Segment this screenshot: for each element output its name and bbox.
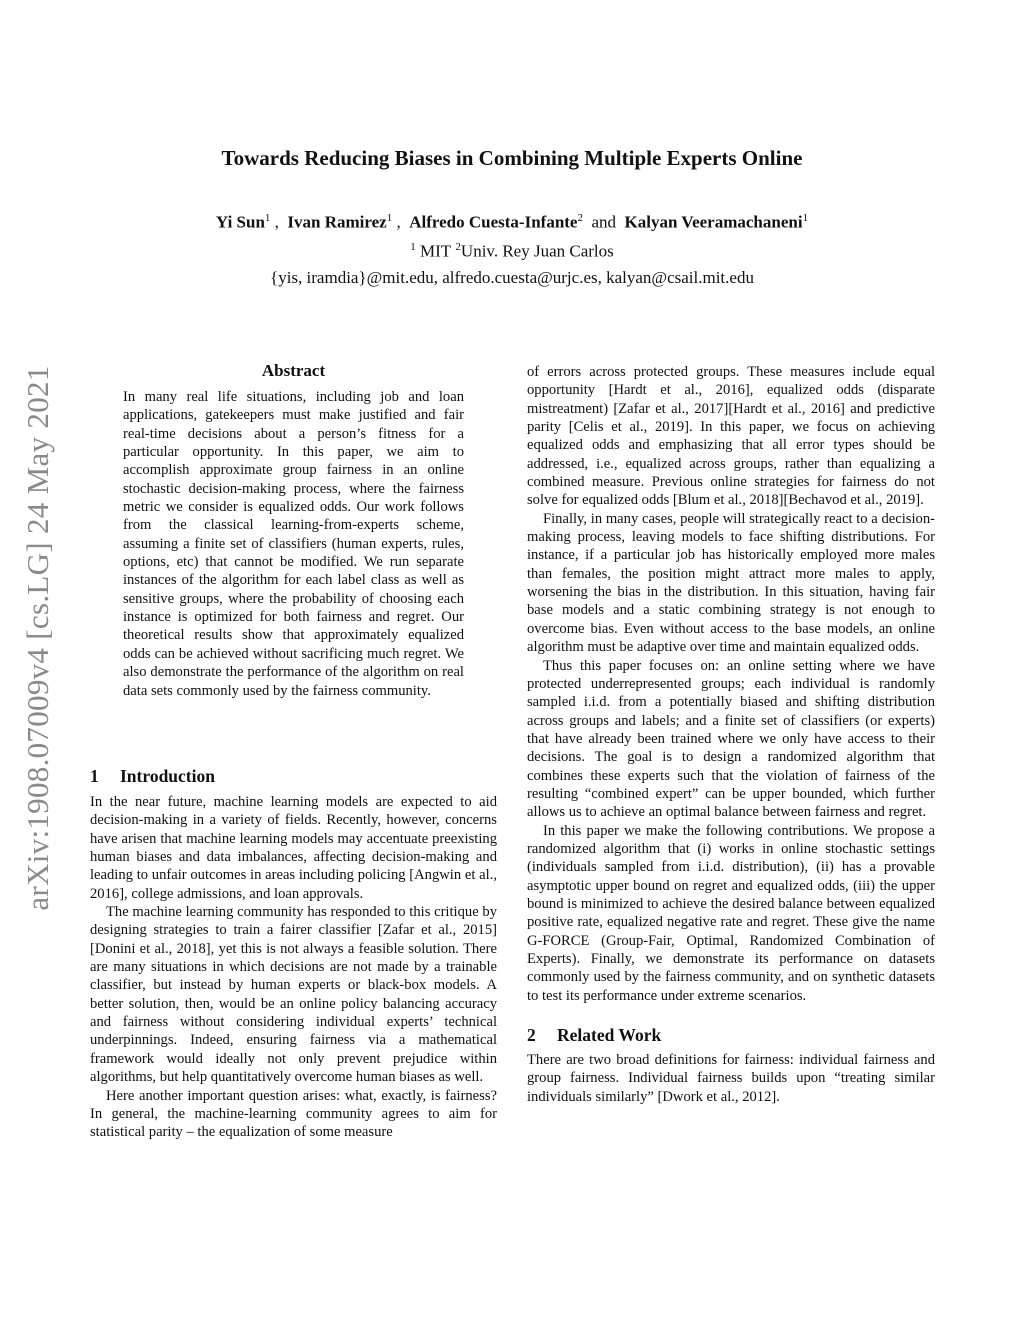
- paragraph: The machine learning community has responded to this critique by designing strategies to train a fairer classifier [Zafar et al., 2015][Donini et al., 2018], yet this is not always a feasible solution. There are many situations in which decisions are not made by a trainable classifier, but instead by human experts or black-box models. A better solution, then, would be an online policy balancing accuracy and fairness without considering individual experts’ technical underpinnings. Indeed, ensuring fairness via a mathematical framework would ideally not only prevent prejudice within algorithms, but help quantitatively overcome human biases as well.: [90, 904, 497, 1086]
- section-title: Introduction: [120, 766, 215, 786]
- author-and: and: [591, 212, 617, 232]
- section-title: Related Work: [557, 1025, 662, 1046]
- paragraph: Thus this paper focuses on: an online setting where we have protected underrepresented groups; each individual is randomly sampled i.i.d. from a potentially biased and shifting distribution across groups and labels; and a finite set of classifiers (or experts) that have already been trained where we only have access to their decisions. The goal is to design a randomized algorithm that combines these experts such that the violation of fairness of the resulting “combined expert” can be upper bounded, which further allows us to achieve an optimal balance between fairness and regret.: [527, 657, 935, 821]
- author-affiliation-mark: 1: [264, 212, 271, 224]
- paper-title: Towards Reducing Biases in Combining Multiple Experts Online: [221, 146, 803, 170]
- right-column: [527, 363, 935, 1106]
- paragraph: In this paper we make the following contributions. We propose a randomized algorithm that (i) works in online stochastic settings (individuals sampled from i.i.d. distribution), (ii) has a provable asymptotic upper bound on regret and equalized odds, (iii) the upper bound is minimized to achieve the desired balance between equalized positive rate, equalized negative rate and regret. These give the name G-FORCE (Group-Fair, Optimal, Randomized Combination of Experts). Finally, we demonstrate its performance on datasets commonly used by the fairness community, and on synthetic datasets to test its performance under extreme scenarios.: [527, 822, 935, 1004]
- arxiv-stamp: arXiv:1908.07009v4 [cs.LG] 24 May 2021: [20, 365, 55, 911]
- paragraph: In the near future, machine learning models are expected to aid decision-making in a variety of fields. Recently, however, concerns have arisen that machine learning models may accentuate preexisting human biases and data imbalances, affecting decision-making and leading to unfair outcomes in areas including policing [Angwin et al., 2016], college admissions, and loan approvals.: [90, 794, 497, 902]
- abstract: [123, 361, 464, 700]
- paragraph: Here another important question arises: what, exactly, is fairness? In general, the machine-learning community agrees to aim for statistical parity – the equalization of some measure: [90, 1087, 497, 1141]
- abstract-text: In many real life situations, including job and loan applications, gatekeepers must make justified and fair real-time decisions about a person’s fitness for a particular opportunity. In this paper, we aim to accomplish approximate group fairness in an online stochastic decision-making process, where the fairness metric we consider is equalized odds. Our work follows from the classical learning-from-experts scheme, assuming a finite set of classifiers (human experts, rules, options, etc) that cannot be modified. We run separate instances of the algorithm for each label class as well as sensitive groups, where the probability of choosing each instance is optimized for both fairness and regret. Our theoretical results show that approximately equalized odds can be achieved without sacrificing much regret. We also demonstrate the performance of the algorithm on real data sets commonly used by the fairness community.: [123, 389, 464, 699]
- separator: ,: [396, 212, 401, 232]
- section-heading: [527, 1025, 935, 1046]
- paragraph: Finally, in many cases, people will strategically react to a decision-making process, leaving models to face shifting distributions. For instance, if a particular job has historically employed more males than females, the position might attract more males to apply, worsening the bias in the distribution. In this situation, having fair base models and a static combining strategy is not enough to overcome bias. Even without access to the base models, an online algorithm must be adaptive over time and maintain equalized odds.: [527, 510, 935, 656]
- separator: ,: [274, 212, 279, 232]
- affiliation: MIT: [420, 241, 452, 261]
- abstract-heading: Abstract: [261, 361, 326, 380]
- affiliations: [0, 241, 1024, 262]
- author-name: Alfredo Cuesta-Infante: [409, 212, 578, 232]
- author-name: Ivan Ramirez: [287, 212, 387, 232]
- author-affiliation-mark: 2: [577, 212, 583, 224]
- section-number: 2: [527, 1025, 536, 1046]
- paragraph: There are two broad definitions for fairness: individual fairness and group fairness. Individual fairness builds upon “treating similar individuals similarly” [Dwork et al., 2012].: [527, 1052, 935, 1105]
- section-heading: [90, 766, 497, 787]
- section-introduction: [90, 766, 497, 1142]
- section-number: 1: [90, 766, 99, 786]
- author-affiliation-mark: 1: [386, 212, 393, 224]
- affiliation-mark: 1: [410, 241, 416, 253]
- author-affiliation-mark: 1: [802, 212, 809, 224]
- author-name: Kalyan Veeramachaneni: [624, 212, 803, 232]
- author-emails: {yis, iramdia}@mit.edu, alfredo.cuesta@urjc.es, kalyan@csail.mit.edu: [270, 268, 754, 287]
- author-list: [0, 212, 1024, 233]
- affiliation-mark: 2: [455, 241, 461, 253]
- affiliation: Univ. Rey Juan Carlos: [460, 241, 614, 261]
- author-name: Yi Sun: [215, 212, 265, 232]
- paragraph: of errors across protected groups. These measures include equal opportunity [Hardt et al., 2016], equalized odds (disparate mistreatment) [Zafar et al., 2017][Hardt et al., 2016] and predictive parity [Celis et al., 2019]. In this paper, we focus on achieving equalized odds and emphasizing that all error types should be addressed, i.e., equalized across groups, rather than equalizing a combined measure. Previous online strategies for fairness do not solve for equalized odds [Blum et al., 2018][Bechavod et al., 2019].: [527, 364, 935, 509]
